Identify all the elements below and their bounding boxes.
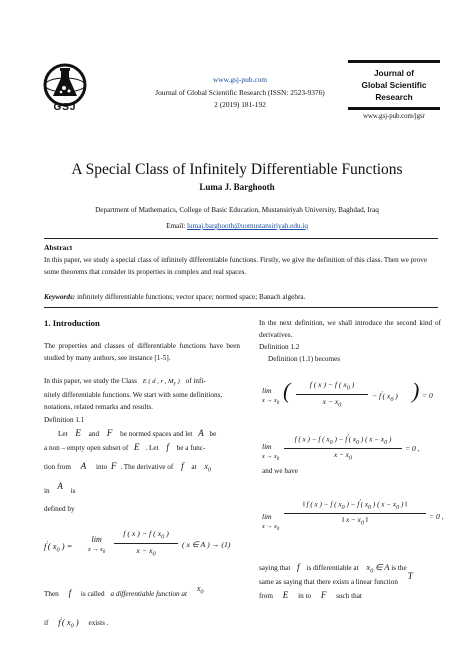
email-label: Email:: [166, 222, 186, 230]
paper-author: Luma J. Barghooth: [199, 182, 275, 192]
math-F: F: [111, 461, 117, 471]
gsj-logo: [38, 60, 92, 114]
math-x0: $x_0$: [196, 584, 204, 596]
text-span: be a func-: [176, 444, 206, 452]
italic-term: a differentiable function at: [110, 590, 188, 598]
keywords-text: infinitely differentiable functions; vector space; normed space; Banach algebra.: [76, 293, 306, 301]
eqA-fraction: [296, 380, 368, 408]
logo-text: GSJ: [53, 102, 77, 113]
text-span: x: [196, 584, 201, 593]
abstract-text: In this paper, we study a special class of infinitely differentiable functions. Firstly, we give the definition of this class. Then we prove some theorems that consider its properties in complex and real spaces.: [44, 256, 428, 276]
text-span: be: [209, 430, 217, 438]
text-span: same as saying that there exists a linear function: [259, 578, 398, 586]
eqB-rhs: = 0 ,: [405, 444, 420, 453]
math-f: f: [166, 442, 169, 452]
text-span: at: [191, 463, 197, 471]
paper-affiliation: Department of Mathematics, College of Basic Education, Mustansiriyah University, Baghdad, Iraq: [95, 206, 379, 214]
math-in: ∈: [375, 562, 383, 572]
text-span: in to: [298, 592, 312, 600]
text-span: such that: [336, 592, 362, 600]
defined-by: defined by: [44, 505, 75, 513]
eqB-numerator: f ( x ) − f ( $x_0$ ) − f′( $x_0$ ) ( $x - x_0$ ): [294, 433, 392, 446]
box-title-line: Global Scientific: [361, 80, 427, 90]
text-span: tion from: [44, 463, 71, 471]
text-span: saying that: [259, 564, 291, 572]
abstract-top-rule: [44, 238, 438, 239]
math-E: E: [282, 590, 289, 600]
eqA-paren-open: (: [283, 378, 291, 403]
keywords-label: Keywords:: [44, 293, 76, 301]
paper-email: [0, 222, 474, 230]
text-span: is differentiable at: [306, 564, 359, 572]
text-span: Then: [44, 590, 59, 598]
text-span: be normed spaces and let: [120, 430, 193, 438]
eqB-lim: lim $x \to x_0$: [262, 442, 280, 463]
eq1-fraction: [114, 529, 178, 557]
eqA-term: − f′( $x_0$ ): [372, 390, 398, 404]
text-span: In this paper, we study the Class: [44, 377, 137, 385]
math-f: f: [181, 461, 184, 471]
keywords-line: [44, 293, 442, 301]
box-bottom-rule: [348, 107, 440, 110]
text-span: . The derivative of: [120, 463, 174, 471]
eq1-lim: lim $x \to x_0$: [88, 535, 106, 556]
eq1-numerator: f ( x ) − f ( $x_0$ ): [123, 529, 169, 541]
math-f: f: [297, 562, 300, 572]
right-intro: In the next definition, we shall introduce the second kind of derivatives.: [259, 319, 441, 339]
abstract-heading: Abstract: [44, 243, 73, 252]
eqC-fraction: [284, 498, 426, 526]
section-heading: 1. Introduction: [44, 318, 100, 328]
math-f: f: [68, 588, 72, 598]
fraction-bar: [284, 513, 426, 514]
eqA-denominator: $x - x_0$: [322, 396, 342, 409]
math-f-prime: f′( $x_0$ ): [58, 616, 79, 630]
eqB-fraction: [284, 433, 402, 461]
from-line: [259, 590, 449, 603]
text-span: is the: [391, 564, 407, 572]
text-span: x: [366, 562, 371, 572]
paper-title: A Special Class of Infinitely Differentiable Functions: [71, 161, 403, 178]
fraction-bar: [296, 394, 368, 395]
text-span: Let: [58, 430, 68, 438]
box-title: [348, 67, 440, 103]
math-T: T: [407, 571, 413, 581]
journal-header: [120, 74, 360, 112]
box-title-line: Journal of: [373, 68, 415, 78]
if-line: [44, 614, 108, 632]
class-line: [44, 376, 206, 390]
math-x0: $x_0$: [204, 462, 212, 474]
same-line: [259, 571, 449, 589]
eq1-denominator: $x - x_0$: [136, 545, 156, 558]
journal-url-link[interactable]: www.gsj-pub.com: [212, 75, 268, 84]
definition-1-1: Definition 1.1: [44, 416, 85, 424]
eqC-rhs: = 0 ,: [429, 512, 444, 521]
text-span: into: [96, 463, 108, 471]
math-F: F: [106, 428, 113, 438]
eqA-rhs: = 0: [422, 391, 433, 400]
text-span: exists .: [88, 618, 109, 627]
fraction-bar: [284, 448, 402, 449]
eqB-denominator: $x - x_0$: [334, 450, 352, 462]
text-span: if: [44, 618, 49, 627]
def-line-4: [44, 481, 76, 498]
math-F: F: [320, 590, 327, 600]
eqC-denominator: ‖ $x - x_0$ ‖: [342, 515, 368, 527]
class-paragraph: nitely differentiable functions. We start with some definitions, notations, related remarks and results.: [44, 391, 223, 411]
box-url: www.gsj-pub.com/jgsr: [363, 113, 425, 120]
text-span: x: [204, 462, 208, 471]
eq1-condition: ( x ∈ A ) → (1): [182, 540, 231, 549]
math-x0: $x_0$: [366, 562, 374, 575]
math-A: A: [198, 428, 204, 438]
eqA-lim: lim $x \to x_0$: [262, 386, 280, 407]
fraction-bar: [114, 543, 178, 544]
intro-paragraph: The properties and classes of differentiable functions have been studied by many authors, see instance [1-5].: [44, 342, 240, 362]
journal-title-box: [348, 60, 440, 110]
text-span: from: [259, 592, 273, 600]
text-span: in: [44, 487, 50, 495]
text-span: of infi-: [185, 377, 206, 385]
math-A: A: [80, 461, 87, 471]
math-E: E: [75, 428, 81, 438]
math-A: A: [57, 481, 63, 491]
saying-line: [259, 562, 449, 577]
class-symbol: E ( d , r , $M_r$ ): [142, 378, 180, 388]
eqA-numerator: f ( x ) − f ( $x_0$ ): [309, 380, 355, 392]
text-span: a non – empty open subset of: [44, 444, 129, 452]
eqC-lim: lim $x \to x_0$: [262, 512, 280, 533]
and-line: and we have: [262, 467, 298, 475]
then-line: [44, 584, 244, 603]
text-span: . Let: [145, 444, 159, 452]
eqC-numerator: ‖ f ( x ) − f ( $x_0$ ) − f′( $x_0$ ) ( $x - x_0$ ) ‖: [302, 498, 408, 511]
text-span: is: [70, 487, 76, 495]
email-link[interactable]: lumaj.barghooth@uomustansiriyah.edu.iq: [187, 222, 308, 230]
text-span: and: [88, 430, 100, 438]
math-E: E: [134, 442, 140, 452]
definition-1-2: Definition 1.2: [259, 343, 300, 351]
def-line-1: [58, 428, 240, 441]
journal-issn-line: Journal of Global Scientific Research (ISSN: 2523-9376): [155, 87, 325, 97]
abstract-bottom-rule: [44, 307, 438, 308]
math-A: A: [384, 562, 390, 572]
box-top-rule: [348, 60, 440, 63]
box-title-line: Research: [375, 92, 413, 102]
def-line-2: [44, 442, 240, 455]
eqA-paren-close: ): [412, 378, 420, 403]
text-span: is called: [80, 590, 105, 598]
becomes-line: Definition (1.1) becomes: [268, 355, 341, 363]
def-line-3: [44, 461, 244, 476]
eq1-lhs: f′( $x_0$ ) =: [44, 540, 73, 554]
journal-issue-line: 2 (2019) 181-192: [214, 100, 266, 109]
